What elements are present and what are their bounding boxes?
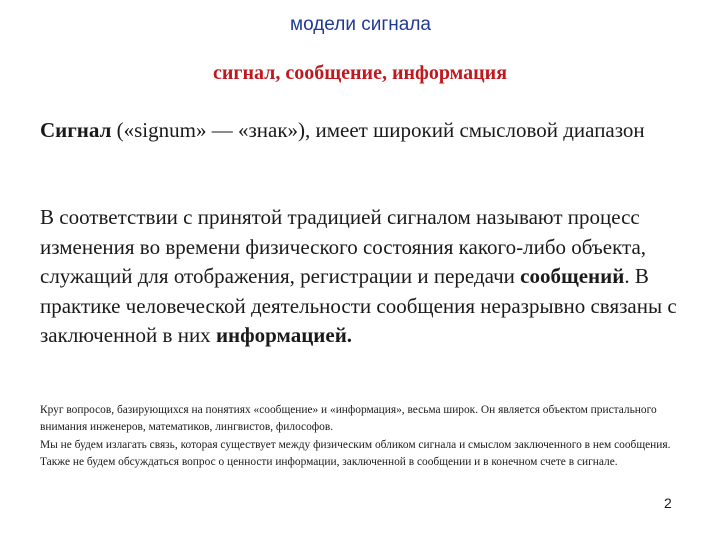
main-text-b: . В практике человеческой деятельности сообщения неразрывно связаны с заключенной в них — [40, 264, 677, 347]
main-paragraph — [40, 203, 690, 351]
definition-text: («signum» — «знак»), имеет широкий смысловой диапазон — [111, 118, 645, 142]
notes-block — [40, 402, 680, 472]
definition-paragraph — [40, 116, 680, 145]
slide-subtitle: сигнал, сообщение, информация — [212, 62, 508, 84]
note-line-1: Круг вопросов, базирующихся на понятиях «сообщение» и «информация», весьма широк. Он является объектом пристального внимания инженеров, математиков, лингвистов, философов. — [40, 404, 657, 434]
term-information: информацией. — [215, 323, 353, 347]
term-signal: Сигнал — [40, 118, 112, 142]
note-line-2: Мы не будем излагать связь, которая существует между физическим обликом сигнала и смыслом заключенного в нем сообщения. Также не будем обсуждаться вопрос о ценности информации, заключенной в сообщении и в конечном счете в сигнале. — [40, 438, 671, 469]
slide-header-title: модели сигнала — [290, 14, 431, 35]
page-number: 2 — [664, 495, 672, 511]
main-text-a: В соответствии с принятой традицией сигналом называют процесс изменения во времени физического состояния какого-либо объекта, служащий для отображения, регистрации и передачи — [40, 205, 647, 288]
term-messages: сообщений — [520, 264, 625, 288]
